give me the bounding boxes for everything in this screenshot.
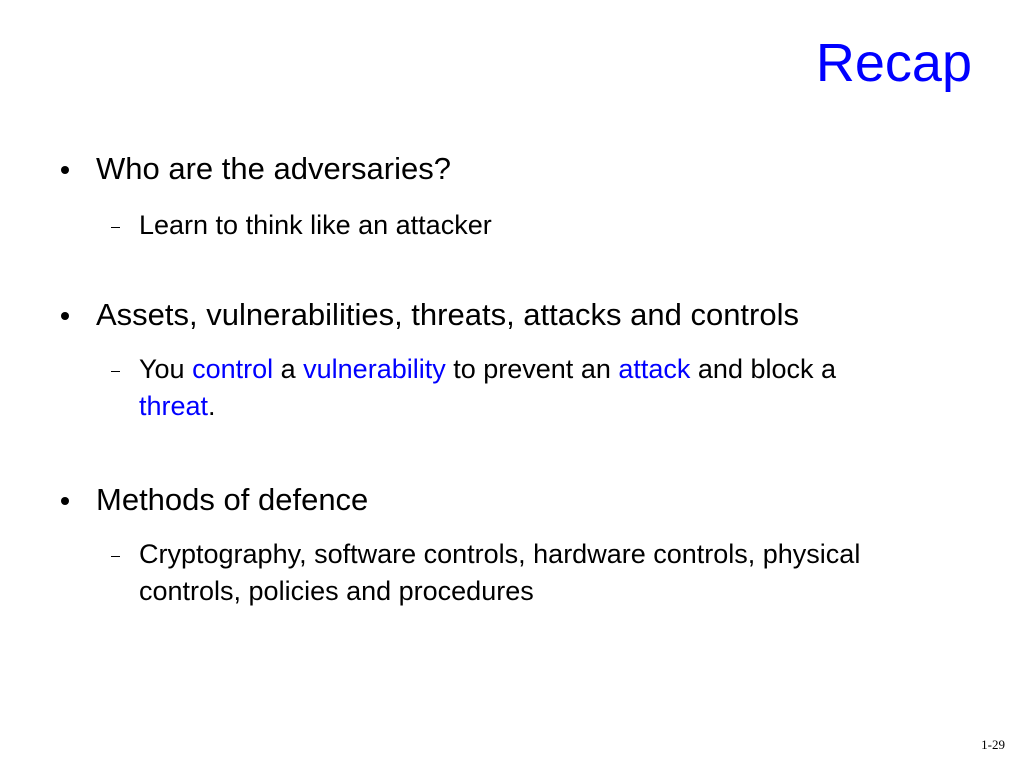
highlight-threat: threat	[139, 391, 209, 421]
bullet-dot-icon	[61, 312, 69, 320]
sub-bullet-item	[0, 536, 919, 610]
bullet-text: Assets, vulnerabilities, threats, attacks and controls	[96, 297, 799, 332]
sub-text-segment: You	[139, 354, 193, 384]
sub-bullet-text: Cryptography, software controls, hardware controls, physical controls, policies and procedures	[139, 539, 861, 606]
dash-icon	[111, 371, 120, 372]
highlight-control: control	[192, 354, 274, 384]
sub-bullet-item	[0, 207, 919, 244]
bullet-dot-icon	[61, 166, 69, 174]
bullet-dot-icon	[61, 497, 69, 505]
sub-bullet-item	[0, 351, 919, 425]
sub-bullet-text: Learn to think like an attacker	[139, 210, 492, 240]
bullet-text: Who are the adversaries?	[96, 151, 451, 186]
bullet-text: Methods of defence	[96, 482, 369, 517]
dash-icon	[111, 227, 120, 228]
bullet-item-assets	[0, 297, 1023, 425]
sub-text-segment: a	[273, 354, 304, 384]
page-number: 1-29	[981, 737, 1005, 752]
sub-text-segment: .	[208, 391, 216, 421]
bullet-item-methods	[0, 482, 1023, 610]
highlight-attack: attack	[618, 354, 691, 384]
dash-icon	[111, 556, 120, 557]
bullet-item-adversaries	[0, 151, 1023, 244]
slide-title: Recap	[815, 33, 972, 93]
sub-text-segment: to prevent an	[445, 354, 619, 384]
sub-text-segment: and block a	[690, 354, 837, 384]
highlight-vulnerability: vulnerability	[303, 354, 446, 384]
